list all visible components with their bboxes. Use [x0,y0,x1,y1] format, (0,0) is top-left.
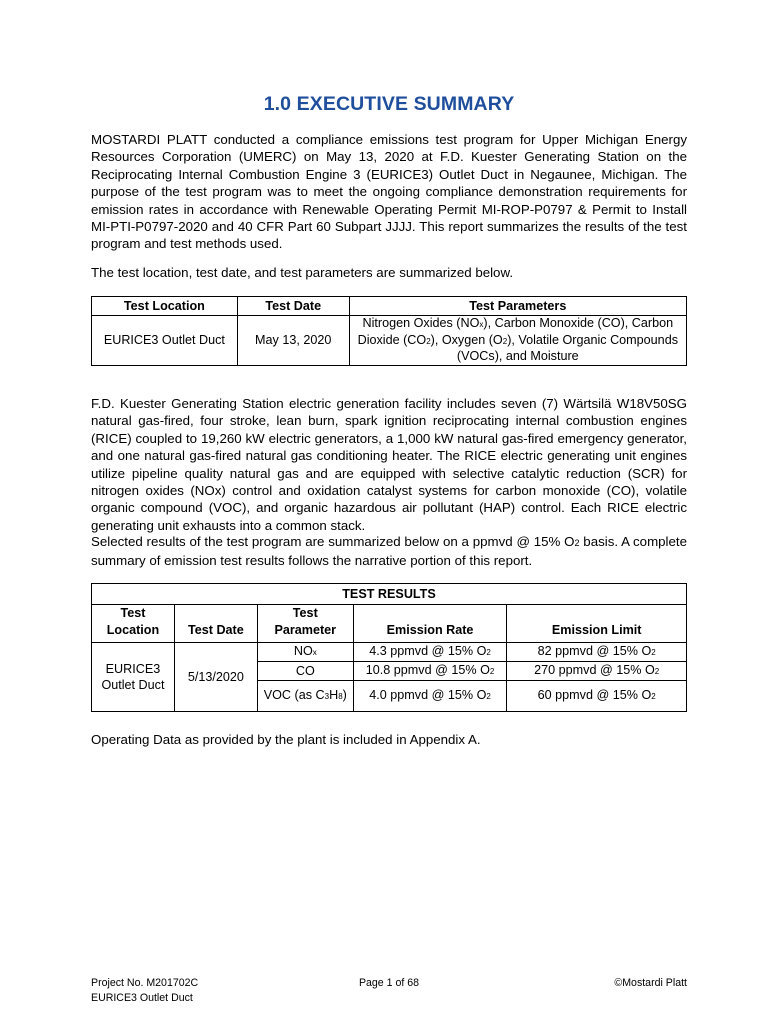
cell-test-parameters: Nitrogen Oxides (NOx), Carbon Monoxide (CO), Carbon Dioxide (CO2), Oxygen (O2), Volatile Organic Compounds (VOCs), and Moisture [349,316,686,366]
table-header-row [92,297,687,316]
results-intro-paragraph: Selected results of the test program are summarized below on a ppmvd @ 15% O2 basis. A complete summary of emission test results follows the narrative portion of this report. [91,534,687,569]
cell-test-location: EURICE3 Outlet Duct [92,643,175,712]
operating-data-paragraph: Operating Data as provided by the plant is included in Appendix A. [91,732,481,747]
cell-parameter: CO [257,662,353,681]
footer-page-number: Page 1 of 68 [358,977,420,989]
cell-parameter: VOC (as C3H8) [257,681,353,712]
table-row [92,316,687,366]
footer-location: EURICE3 Outlet Duct [91,992,193,1004]
test-summary-table [91,296,687,366]
header-test-parameter: Test Parameter [257,605,353,643]
intro-paragraph: MOSTARDI PLATT conducted a compliance emissions test program for Upper Michigan Energy Resources Corporation (UMERC) on May 13, 2020 at F.D. Kuester Generating Station on the Reciprocating Internal Combustion Engine 3 (EURICE3) Outlet Duct in Negaunee, Michigan. The purpose of the test program was to meet the ongoing compliance demonstration requirements for emission rates in accordance with Renewable Operating Permit MI-ROP-P0797 & Permit to Install MI-PTI-P0797-2020 and 40 CFR Part 60 Subpart JJJJ. This report summarizes the results of the test program and test methods used. [91,132,687,252]
cell-emission-rate: 4.0 ppmvd @ 15% O2 [353,681,507,712]
summary-intro-paragraph: The test location, test date, and test parameters are summarized below. [91,265,514,280]
cell-emission-limit: 270 ppmvd @ 15% O2 [507,662,687,681]
header-test-date: Test Date [174,605,257,643]
page-title: 1.0 EXECUTIVE SUMMARY [263,93,515,115]
test-results-table [91,583,687,712]
facility-description-paragraph: F.D. Kuester Generating Station electric generation facility includes seven (7) Wärtsilä W18V50SG natural gas-fired, four stroke, lean burn, spark ignition reciprocating internal combustion engines (RICE) coupled to 19,260 kW electric generators, a 1,000 kW natural gas-fired emergency generator, and one natural gas-fired natural gas conditioning heater. The RICE electric generating unit engines utilize pipeline quality natural gas and are equipped with selective catalytic reduction (SCR) for nitrogen oxides (NOx) control and oxidation catalyst systems for carbon monoxide (CO), volatile organic compound (VOC), and organic hazardous air pollutant (HAP) control. Each RICE electric generating unit exhausts into a common stack. [91,396,687,533]
footer-project-number: Project No. M201702C [91,977,199,989]
cell-test-date: May 13, 2020 [237,316,349,366]
header-test-parameters: Test Parameters [349,297,686,316]
cell-test-location: EURICE3 Outlet Duct [92,316,238,366]
header-test-date: Test Date [237,297,349,316]
header-test-location: Test Location [92,605,175,643]
cell-emission-rate: 10.8 ppmvd @ 15% O2 [353,662,507,681]
cell-parameter: NOx [257,643,353,662]
test-results-caption: TEST RESULTS [92,584,687,605]
table-header-row [92,605,687,643]
header-emission-rate: Emission Rate [353,605,507,643]
cell-emission-limit: 82 ppmvd @ 15% O2 [507,643,687,662]
header-emission-limit: Emission Limit [507,605,687,643]
cell-test-date: 5/13/2020 [174,643,257,712]
footer-copyright: ©Mostardi Platt [614,977,687,989]
cell-emission-rate: 4.3 ppmvd @ 15% O2 [353,643,507,662]
table-row [92,643,687,662]
cell-emission-limit: 60 ppmvd @ 15% O2 [507,681,687,712]
header-test-location: Test Location [92,297,238,316]
